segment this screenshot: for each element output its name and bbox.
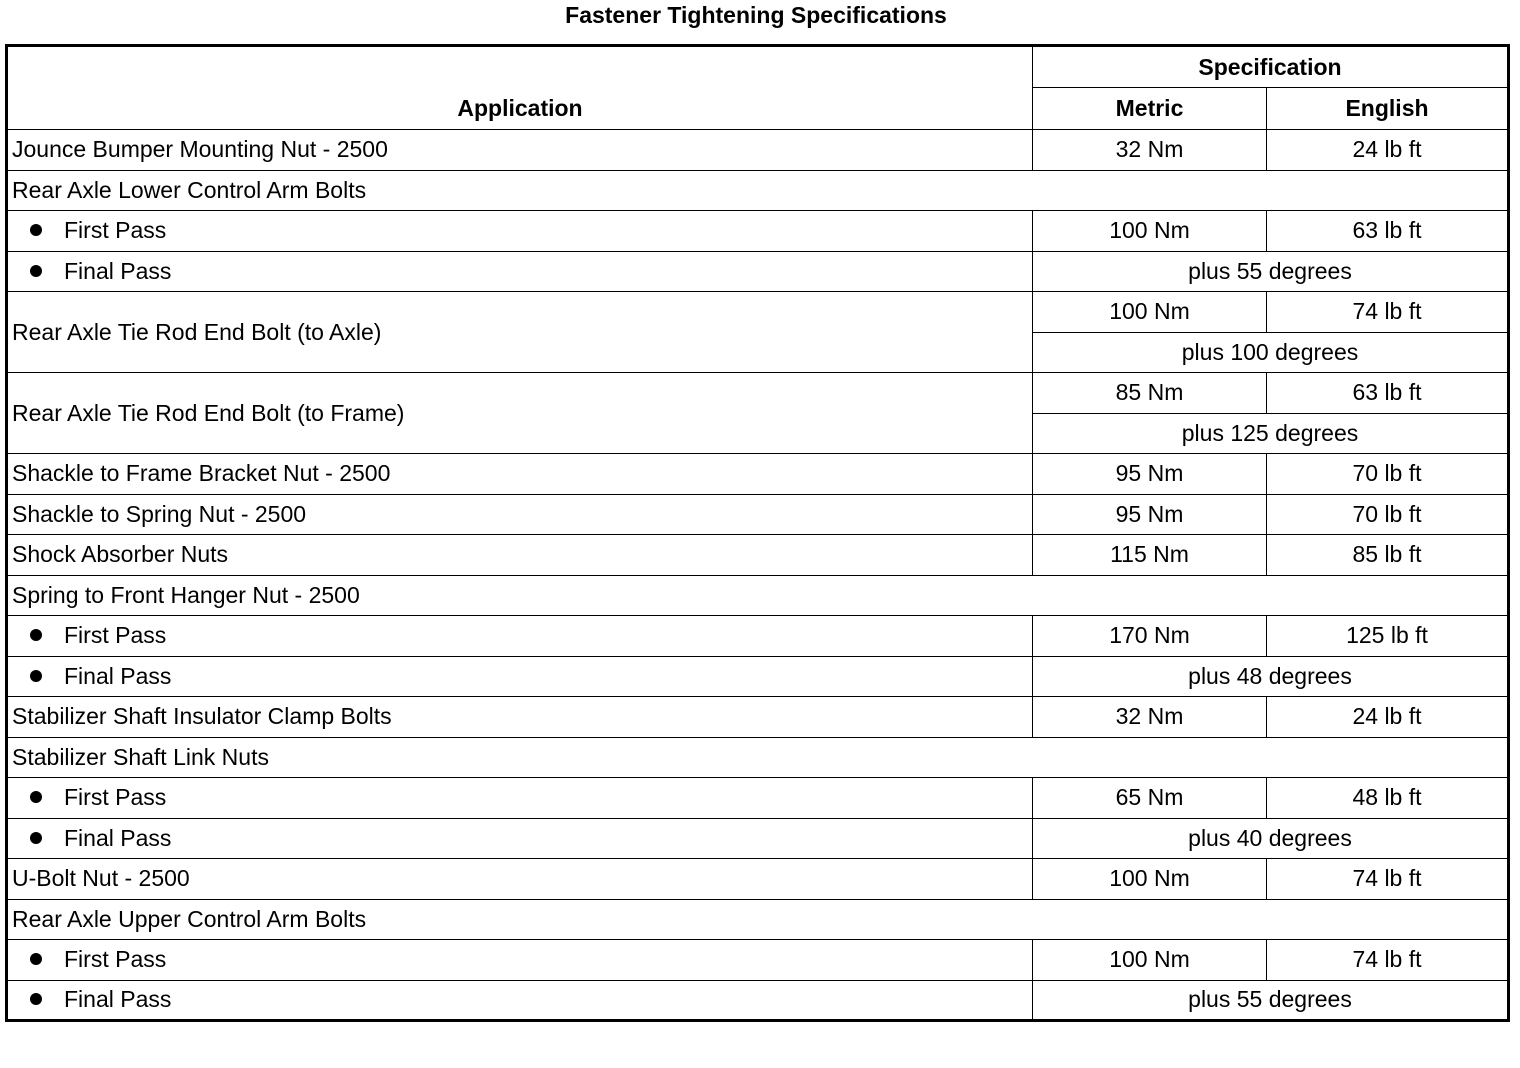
angle-cell: plus 100 degrees [1033,332,1509,373]
angle-cell: plus 55 degrees [1033,980,1509,1021]
table-row [7,899,1509,940]
table-row [7,130,1509,171]
bullet-icon [30,832,42,844]
table-row [7,616,1509,657]
application-cell [7,251,1033,292]
group-heading-cell: Rear Axle Lower Control Arm Bolts [7,170,1509,211]
group-heading-cell: Spring to Front Hanger Nut - 2500 [7,575,1509,616]
step-label: Final Pass [64,986,172,1013]
table-row [7,940,1509,981]
metric-cell: 115 Nm [1033,535,1267,576]
application-cell: Shackle to Spring Nut - 2500 [7,494,1033,535]
angle-cell: plus 48 degrees [1033,656,1509,697]
step-label: First Pass [64,217,167,244]
table-row [7,292,1509,333]
application-cell: Rear Axle Tie Rod End Bolt (to Axle) [7,292,1033,373]
application-cell: Stabilizer Shaft Insulator Clamp Bolts [7,697,1033,738]
metric-cell: 100 Nm [1033,292,1267,333]
english-cell: 24 lb ft [1267,130,1509,171]
metric-cell: 32 Nm [1033,130,1267,171]
bullet-icon [30,993,42,1005]
page-title: Fastener Tightening Specifications [565,2,947,28]
bullet-icon [30,953,42,965]
header-english: English [1267,88,1509,130]
english-cell: 63 lb ft [1267,211,1509,252]
bullet-icon [30,670,42,682]
application-cell [7,778,1033,819]
bullet-icon [30,629,42,641]
fastener-spec-table [5,44,1510,1022]
english-cell: 74 lb ft [1267,292,1509,333]
application-cell [7,940,1033,981]
table-row [7,656,1509,697]
table-row [7,251,1509,292]
english-cell: 48 lb ft [1267,778,1509,819]
english-cell: 74 lb ft [1267,859,1509,900]
english-cell: 70 lb ft [1267,494,1509,535]
angle-cell: plus 125 degrees [1033,413,1509,454]
application-cell [7,656,1033,697]
bullet-icon [30,265,42,277]
step-label: First Pass [64,622,167,649]
application-cell [7,818,1033,859]
english-cell: 70 lb ft [1267,454,1509,495]
application-cell: Jounce Bumper Mounting Nut - 2500 [7,130,1033,171]
angle-cell: plus 55 degrees [1033,251,1509,292]
metric-cell: 32 Nm [1033,697,1267,738]
step-label: Final Pass [64,257,172,284]
table-row [7,980,1509,1021]
english-cell: 74 lb ft [1267,940,1509,981]
bullet-icon [30,791,42,803]
english-cell: 63 lb ft [1267,373,1509,414]
table-row [7,454,1509,495]
metric-cell: 95 Nm [1033,454,1267,495]
metric-cell: 85 Nm [1033,373,1267,414]
group-heading-cell: Stabilizer Shaft Link Nuts [7,737,1509,778]
application-cell: U-Bolt Nut - 2500 [7,859,1033,900]
application-cell: Rear Axle Tie Rod End Bolt (to Frame) [7,373,1033,454]
english-cell: 125 lb ft [1267,616,1509,657]
header-specification: Specification [1033,46,1509,88]
metric-cell: 100 Nm [1033,940,1267,981]
header-application: Application [7,46,1033,130]
step-label: Final Pass [64,662,172,689]
table-row [7,494,1509,535]
angle-cell: plus 40 degrees [1033,818,1509,859]
application-cell [7,211,1033,252]
group-heading-cell: Rear Axle Upper Control Arm Bolts [7,899,1509,940]
application-cell: Shackle to Frame Bracket Nut - 2500 [7,454,1033,495]
application-cell [7,980,1033,1021]
bullet-icon [30,224,42,236]
header-metric: Metric [1033,88,1267,130]
table-row [7,859,1509,900]
table-row [7,535,1509,576]
table-row [7,737,1509,778]
metric-cell: 100 Nm [1033,859,1267,900]
table-row [7,697,1509,738]
english-cell: 85 lb ft [1267,535,1509,576]
metric-cell: 100 Nm [1033,211,1267,252]
step-label: Final Pass [64,824,172,851]
table-row [7,575,1509,616]
metric-cell: 65 Nm [1033,778,1267,819]
table-row [7,818,1509,859]
application-cell [7,616,1033,657]
table-row [7,211,1509,252]
application-cell: Shock Absorber Nuts [7,535,1033,576]
table-row [7,778,1509,819]
step-label: First Pass [64,784,167,811]
table-row [7,170,1509,211]
step-label: First Pass [64,946,167,973]
metric-cell: 170 Nm [1033,616,1267,657]
table-row [7,373,1509,414]
metric-cell: 95 Nm [1033,494,1267,535]
english-cell: 24 lb ft [1267,697,1509,738]
